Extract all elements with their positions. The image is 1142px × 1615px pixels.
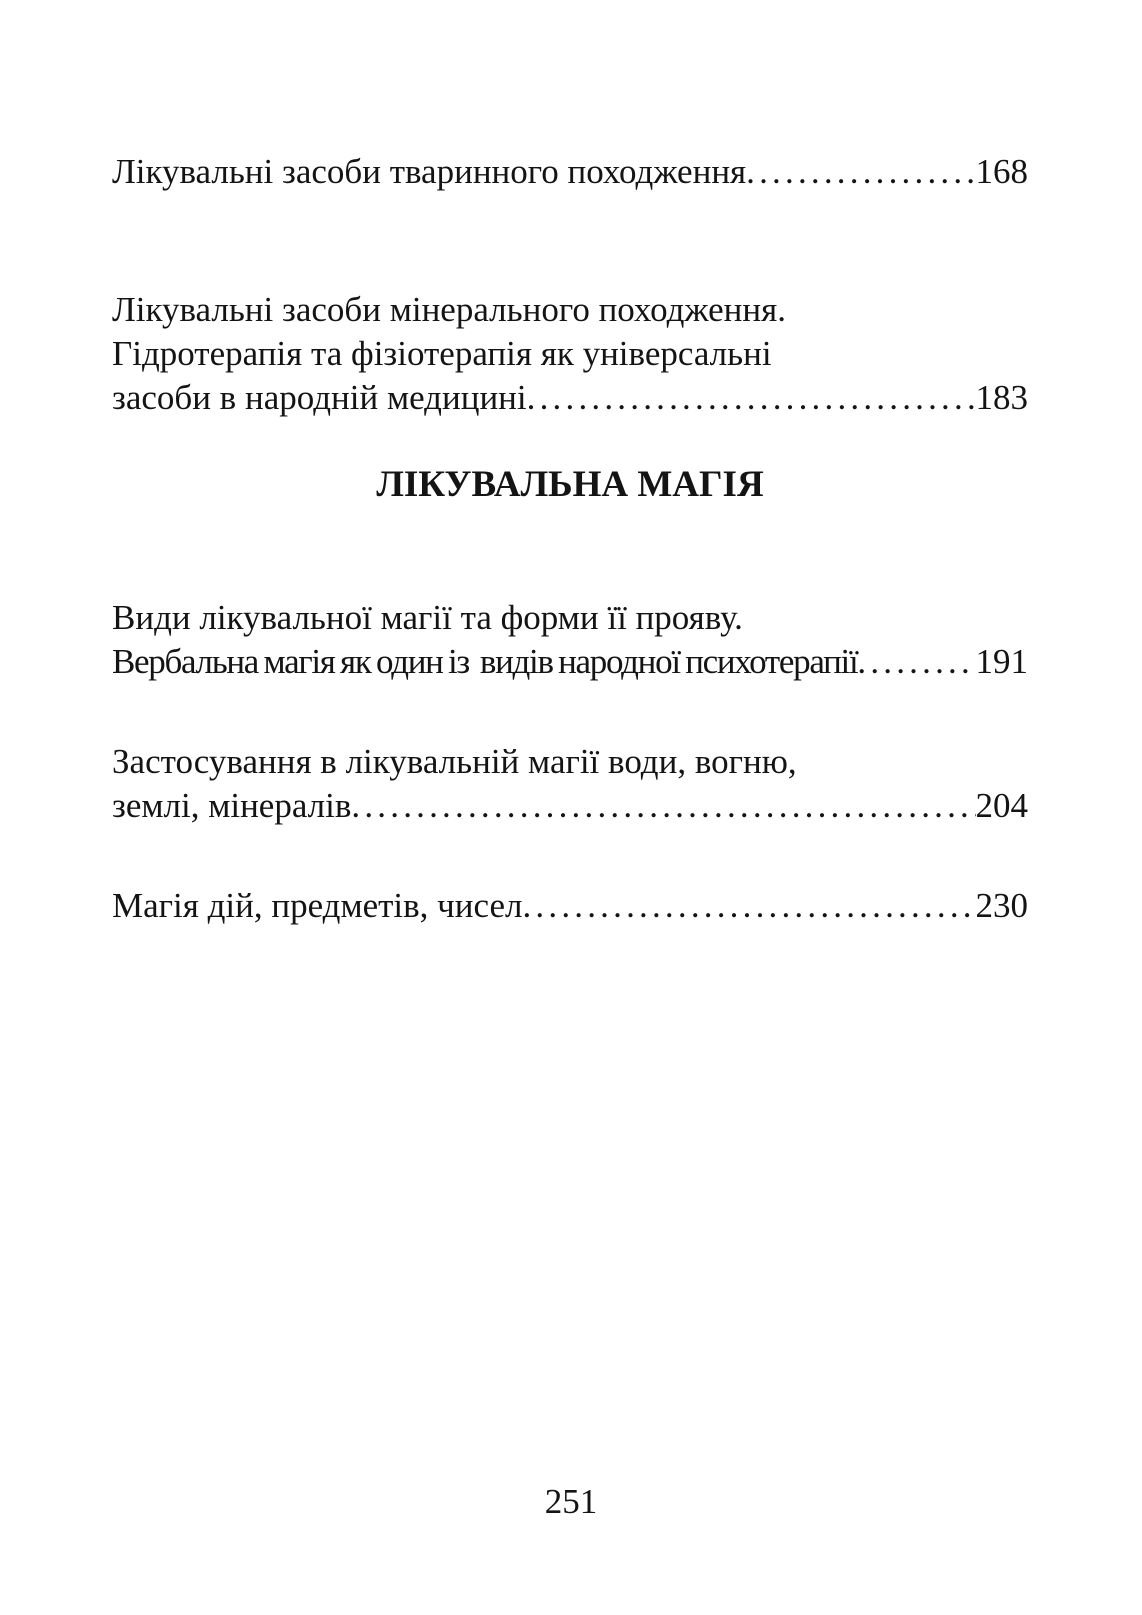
toc-entry-text: Вербальна магія як один із видів народної психотерапії <box>112 642 858 681</box>
toc-entry-text: Види лікувальної магії та форми її прояву. <box>112 598 743 637</box>
toc-entry-text: Застосування в лікувальній магії води, вогню, <box>112 742 797 781</box>
toc-page-ref: 183 <box>975 378 1028 417</box>
toc-entry-text: Магія дій, предметів, чисел <box>112 886 523 925</box>
toc-entry-text: землі, мінералів <box>112 786 352 825</box>
toc-entry-row <box>112 884 1028 928</box>
table-of-contents <box>112 150 1028 928</box>
toc-entry <box>112 740 1028 828</box>
dot-leader <box>746 150 975 194</box>
toc-page-ref: 168 <box>975 152 1028 191</box>
toc-page-ref: 191 <box>975 642 1028 681</box>
toc-entry <box>112 596 1028 684</box>
toc-entry-row <box>112 376 1028 420</box>
toc-entry-text: Гідротерапія та фізіотерапія як універсальні <box>112 334 772 373</box>
dot-leader <box>522 884 975 928</box>
toc-entry-row <box>112 150 1028 194</box>
toc-page-ref: 230 <box>975 886 1028 925</box>
toc-entry <box>112 288 1028 420</box>
toc-entry-text: засоби в народній медицині <box>112 378 527 417</box>
toc-entry-text: Лікувальні засоби тваринного походження <box>112 152 747 191</box>
dot-leader <box>527 376 976 420</box>
dot-leader <box>857 640 975 684</box>
page-number: 251 <box>544 1482 598 1521</box>
toc-entry-row <box>112 784 1028 828</box>
toc-entry-row <box>112 640 1028 684</box>
section-heading: ЛІКУВАЛЬНА МАГІЯ <box>376 464 764 505</box>
toc-entry-text: Лікувальні засоби мінерального походження. <box>112 290 786 329</box>
toc-entry <box>112 150 1028 194</box>
toc-page-ref: 204 <box>975 786 1028 825</box>
dot-leader <box>351 784 975 828</box>
toc-entry <box>112 884 1028 928</box>
